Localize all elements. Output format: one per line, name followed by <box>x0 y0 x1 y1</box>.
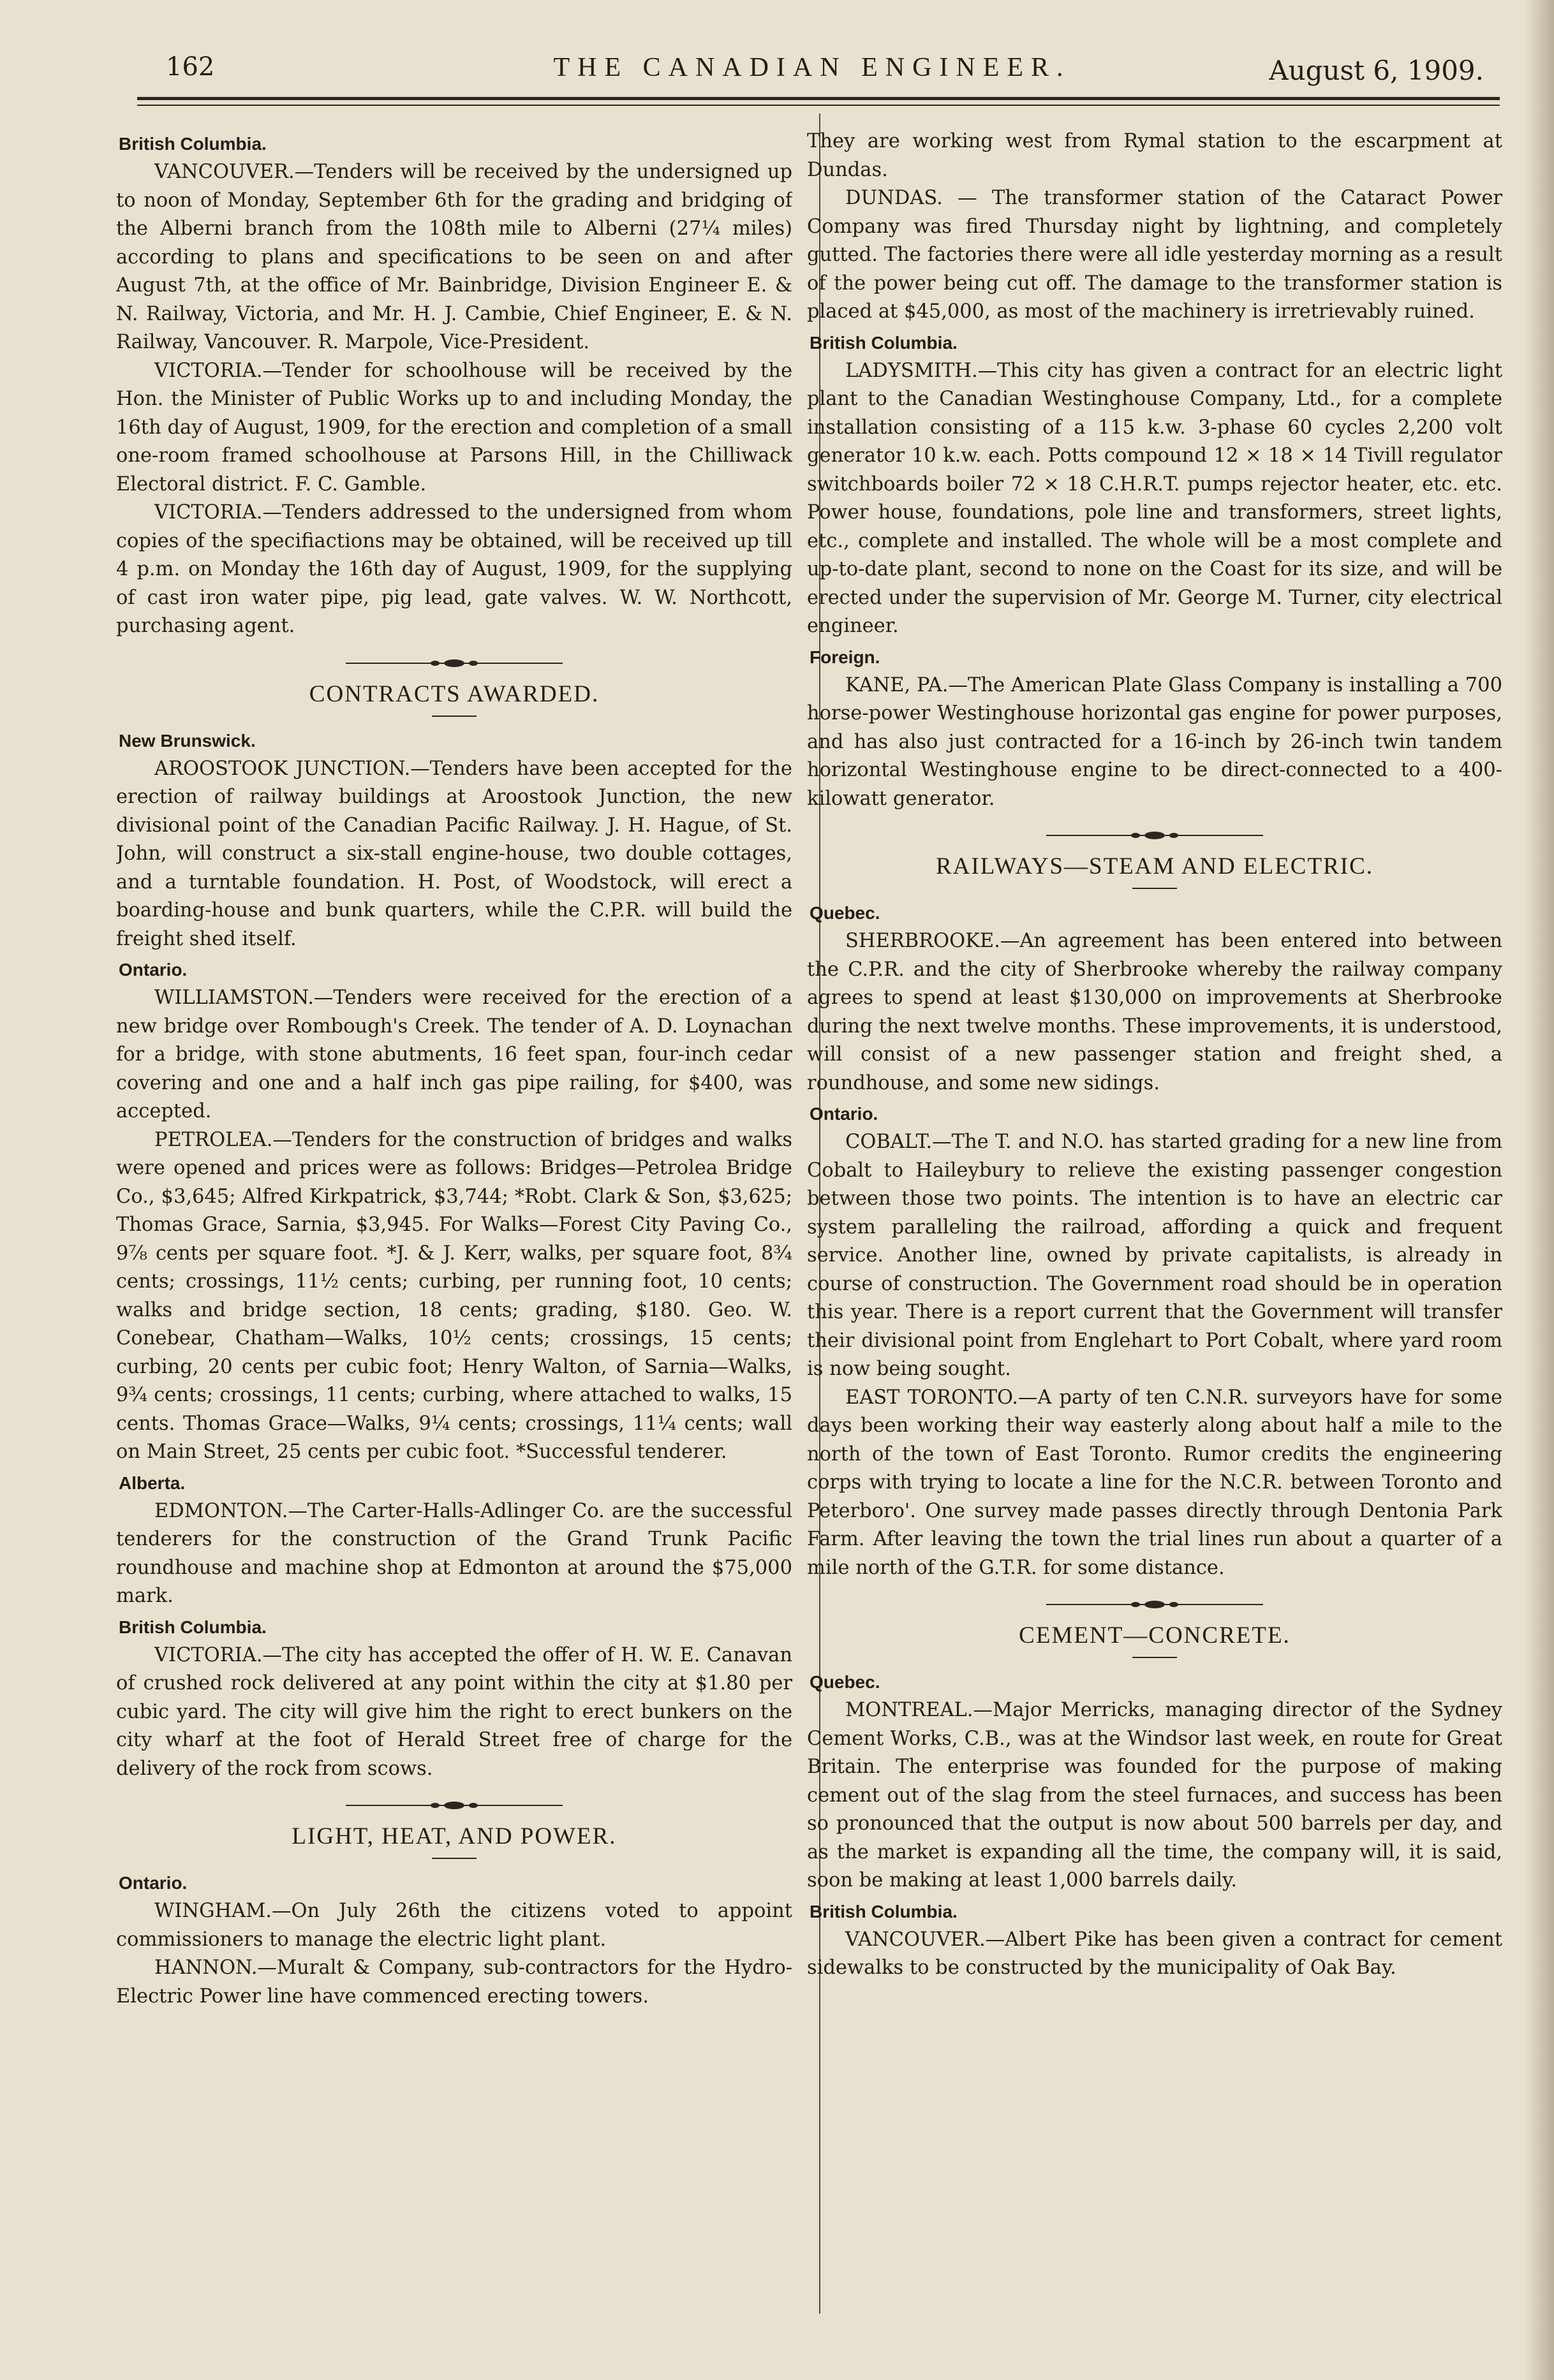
header-rule-thick <box>137 97 1500 100</box>
section-heading-cement-concrete: CEMENT—CONCRETE. <box>1019 1622 1291 1649</box>
region-heading: Ontario. <box>810 1104 878 1124</box>
region-heading: New Brunswick. <box>119 730 256 751</box>
ornament-divider <box>346 659 563 668</box>
region-heading: British Columbia. <box>119 134 267 154</box>
heading-rule <box>432 1858 477 1859</box>
issue-date: August 6, 1909. <box>1269 55 1484 86</box>
heading-rule <box>1132 888 1177 889</box>
news-item: MONTREAL.—Major Merricks, managing director of the Sydney Cement Works, C.B., was at the Windsor last week, en route for Great Britain. The enterprise was founded for the purpose of making cement out of the slag from the steel furnaces, and success has been so pronounced that the output is now about 500 barrels per day, and as the market is expanding all the time, the company will, it is said, soon be making at least 1,000 barrels daily. <box>807 1699 1502 1892</box>
page-number: 162 <box>166 52 215 82</box>
news-item: LADYSMITH.—This city has given a contract for an electric light plant to the Canadian Westinghouse Company, Ltd., for a complete installation consisting of a 115 k.w. 3-phase 60 cycles 2,200 volt generator 10 k.w. each. Potts compound 12 × 18 × 14 Tivill regulator switchboards boiler 72 × 18 C.H.R.T. pumps rejector heater, etc. etc. Power house, foundations, pole line and transformers, street lights, etc., complete and installed. The whole will be a most complete and up-to-date plant, second to none on the Coast for its size, and will be erected under the supervision of Mr. George M. Turner, city electrical engineer. <box>807 359 1502 637</box>
news-item: VANCOUVER.—Tenders will be received by the undersigned up to noon of Monday, September 6th for the grading and bridging of the Alberni branch from the 108th mile to Alberni (27¼ miles) according to plans and specifications to be seen on and after August 7th, at the office of Mr. Bainbridge, Division Engineer E. & N. Railway, Victoria, and Mr. H. J. Cambie, Chief Engineer, E. & N. Railway, Vancouver. R. Marpole, Vice-President. <box>116 161 792 353</box>
ornament-divider <box>346 1801 563 1810</box>
region-heading: Quebec. <box>810 1672 880 1692</box>
region-heading: Quebec. <box>810 903 880 923</box>
heading-rule <box>1132 1657 1177 1658</box>
region-heading: Foreign. <box>810 647 880 667</box>
news-item: KANE, PA.—The American Plate Glass Company is installing a 700 horse-power Westinghouse horizontal gas engine for power purposes, and has also just contracted for a 16-inch by 26-inch twin tandem horizontal Westinghouse engine to be direct-connected to a 400-kilowatt generator. <box>807 673 1502 810</box>
news-item: PETROLEA.—Tenders for the construction of bridges and walks were opened and prices were as follows: Bridges—Petrolea Bridge Co., $3,645; Alfred Kirkpatrick, $3,744; *Robt. Clark & Son, $3,625; Thomas Grace, Sarnia, $3,945. For Walks—Forest City Paving Co., 9⅞ cents per square foot. *J. & J. Kerr, walks, per square foot, 8¾ cents; crossings, 11½ cents; curbing, per running foot, 10 cents; walks and bridge section, 18 cents; grading, $180. Geo. W. Conebear, Chatham—Walks, 10½ cents; crossings, 15 cents; curbing, 20 cents per cubic foot; Henry Walton, of Sarnia—Walks, 9¾ cents; crossings, 11 cents; curbing, where attached to walks, 15 cents. Thomas Grace—Walks, 9¼ cents; crossings, 11¼ cents; wall on Main Street, 25 cents per cubic foot. *Successful tenderer. <box>116 1128 792 1463</box>
news-item: HANNON.—Muralt & Company, sub-contractors for the Hydro-Electric Power line have commenced erecting towers. <box>116 1957 792 2008</box>
region-heading: Ontario. <box>119 1873 188 1893</box>
running-header <box>134 52 1490 97</box>
region-heading: British Columbia. <box>810 332 958 353</box>
heading-rule <box>432 716 477 717</box>
news-item: WILLIAMSTON.—Tenders were received for the erection of a new bridge over Rombough's Creek. The tender of A. D. Loynachan for a bridge, with stone abutments, 16 feet span, four-inch cedar covering and one and a half inch gas pipe railing, for $400, was accepted. <box>116 987 792 1122</box>
news-item: COBALT.—The T. and N.O. has started grading for a new line from Cobalt to Haileybury to relieve the existing passenger congestion between those two points. The intention is to have an electric car system paralleling the railroad, affording a quick and frequent service. Another line, owned by private capitalists, is already in course of construction. The Government road should be in operation this year. There is a report current that the Government will transfer their divisional point from Englehart to Port Cobalt, where yard room is now being sought. <box>807 1131 1502 1380</box>
news-item: VICTORIA.—Tenders addressed to the undersigned from whom copies of the specifiactions may be obtained, will be received up till 4 p.m. on Monday the 16th day of August, 1909, for the supplying of cast iron water pipe, pig lead, gate valves. W. W. Northcott, purchasing agent. <box>116 501 792 637</box>
news-item: SHERBROOKE.—An agreement has been entered into between the C.P.R. and the city of Sherbrooke whereby the railway company agrees to spend at least $130,000 on improvements at Sherbrooke during the next twelve months. These improvements, it is understood, will consist of a new passenger station and freight shed, a roundhouse, and some new sidings. <box>807 930 1502 1094</box>
section-heading-light-heat-power: LIGHT, HEAT, AND POWER. <box>292 1823 617 1849</box>
left-column <box>116 128 792 2309</box>
header-rule-thin <box>137 105 1500 106</box>
region-heading: British Columbia. <box>810 1901 958 1921</box>
news-item: VICTORIA.—Tender for schoolhouse will be received by the Hon. the Minister of Public Works up to and including Monday, the 16th day of August, 1909, for the erection and completion of a small one-room framed schoolhouse at Parsons Hill, in the Chilliwack Electoral district. F. C. Gamble. <box>116 359 792 496</box>
right-column <box>807 128 1502 2309</box>
news-item: AROOSTOOK JUNCTION.—Tenders have been accepted for the erection of railway buildings at Aroostook Junction, the new divisional point of the Canadian Pacific Railway. J. H. Hague, of St. John, will construct a six-stall engine-house, two double cottages, and a turntable foundation. H. Post, of Woodstock, will erect a boarding-house and bunk quarters, while the C.P.R. will build the freight shed itself. <box>116 757 792 950</box>
news-item: DUNDAS. — The transformer station of the Cataract Power Company was fired Thursday night by lightning, and completely gutted. The factories there were all idle yesterday morning as a result of the power being cut off. The damage to the transformer station is placed at $45,000, as most of the machinery is irretrievably ruined. <box>807 187 1502 323</box>
journal-title: THE CANADIAN ENGINEER. <box>553 53 1071 82</box>
news-item-continued: They are working west from Rymal station to the escarpment at Dundas. <box>807 130 1502 181</box>
page-edge-shadow <box>1525 0 1554 2380</box>
news-item: WINGHAM.—On July 26th the citizens voted to appoint commissioners to manage the electric light plant. <box>116 1900 792 1951</box>
region-heading: Ontario. <box>119 960 188 980</box>
ornament-divider <box>1046 1600 1263 1609</box>
section-heading-railways: RAILWAYS—STEAM AND ELECTRIC. <box>935 853 1374 879</box>
region-heading: British Columbia. <box>119 1617 267 1637</box>
region-heading: Alberta. <box>119 1473 186 1493</box>
news-item: EAST TORONTO.—A party of ten C.N.R. surveyors have for some days been working their way easterly along about half a mile to the north of the town of East Toronto. Rumor credits the engineering corps with trying to locate a line for the N.C.R. between Toronto and Peterboro'. One survey made passes directly through Dentonia Park Farm. After leaving the town the trial lines run about a quarter of a mile north of the G.T.R. for some distance. <box>807 1386 1502 1579</box>
section-heading-contracts: CONTRACTS AWARDED. <box>309 680 600 707</box>
news-item: VANCOUVER.—Albert Pike has been given a contract for cement sidewalks to be constructed by the municipality of Oak Bay. <box>807 1928 1502 1979</box>
news-item: VICTORIA.—The city has accepted the offer of H. W. E. Canavan of crushed rock delivered at any point within the city at $1.80 per cubic yard. The city will give him the right to erect bunkers on the city wharf at the foot of Herald Street free of charge for the delivery of the rock from scows. <box>116 1643 792 1780</box>
news-item: EDMONTON.—The Carter-Halls-Adlinger Co. are the successful tenderers for the construction of the Grand Trunk Pacific roundhouse and machine shop at Edmonton at around the $75,000 mark. <box>116 1499 792 1607</box>
ornament-divider <box>1046 831 1263 840</box>
